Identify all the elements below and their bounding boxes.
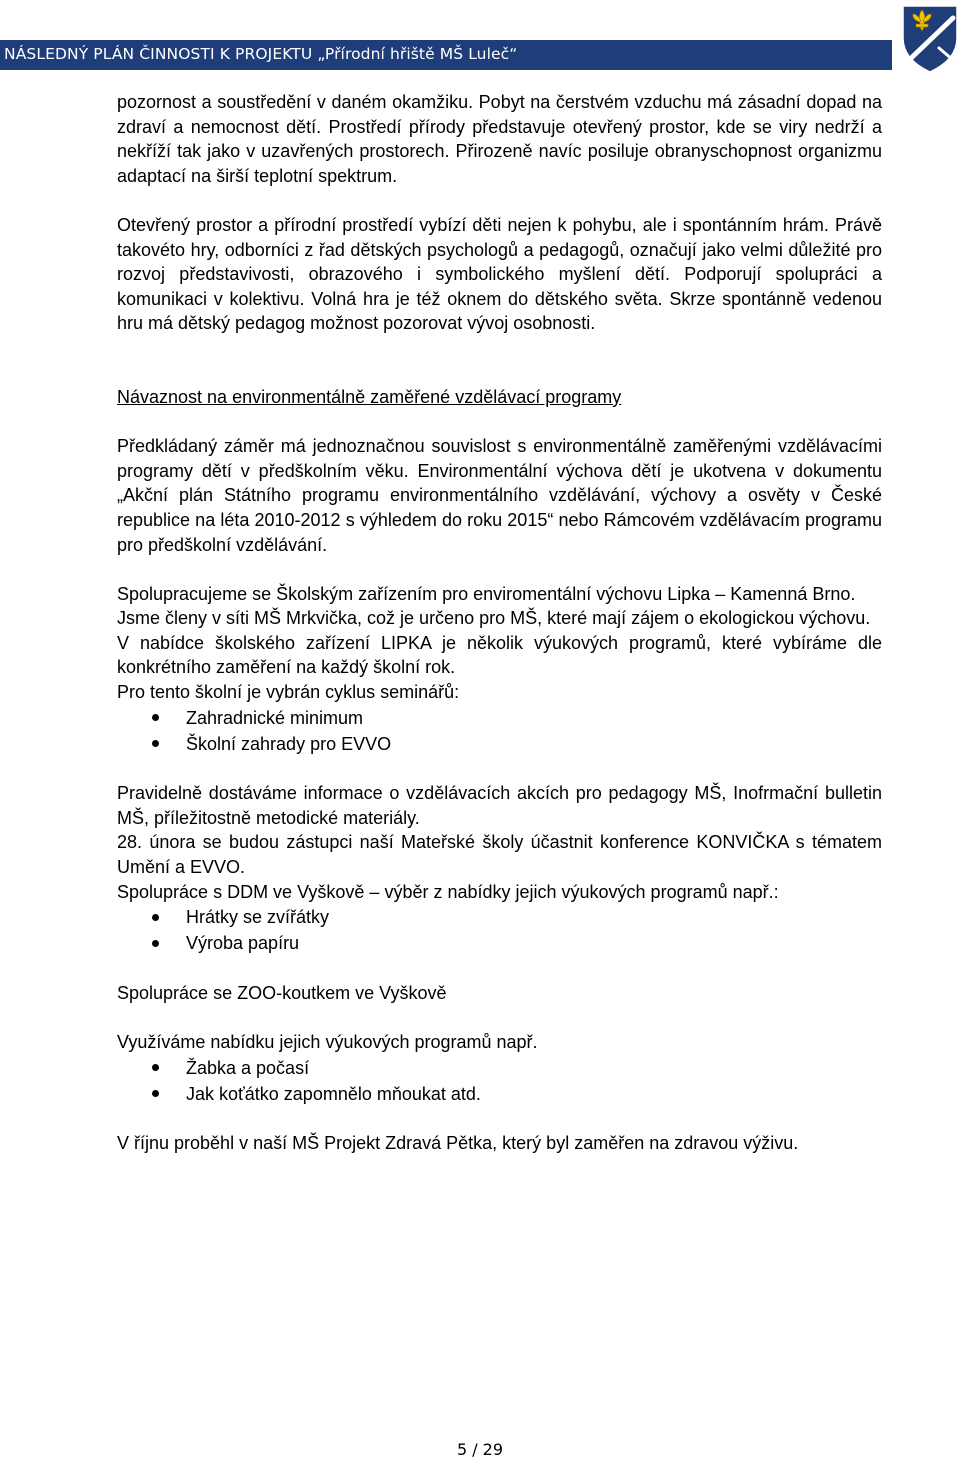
paragraph-open-space-play: Otevřený prostor a přírodní prostředí vybízí děti nejen k pohybu, ale i spontánním hrám. Právě takovéto hry, odborníci z řad dětských psychologů a pedagogů, označují jako velmi důležité pro rozvoj představivosti, obrazového i symbolického myšlení dětí. Podporují spolupráci a komunikaci v kolektivu. Volná hra je též oknem do dětského světa. Skrze spontánně vedenou hru má dětský pedagog možnost pozorovat vývoj osobnosti. xyxy=(117,214,882,334)
page-number: 5 / 29 xyxy=(456,1440,504,1459)
list-item: Výroba papíru xyxy=(117,930,882,956)
paragraph-outdoor-health: pozornost a soustředění v daném okamžiku. Pobyt na čerstvém vzduchu má zásadní dopad na zdraví a nemocnost dětí. Prostředí přírody představuje otevřený prostor, kde se viry nedrží a nekříží tak jako v uzavřených prostorech. Přirozeně navíc posiluje obranyschopnost organizmu adaptací na širší teplotní spektrum. xyxy=(117,92,882,186)
paragraph-konvicka-conference: 28. února se budou zástupci naší Mateřské školy účastnit konference KONVIČKA s tématem Umění a EVVO. xyxy=(117,832,882,878)
document-body xyxy=(117,90,882,1156)
paragraph-ddm-cooperation: Spolupráce s DDM ve Vyškově – výběr z nabídky jejich výukových programů např.: xyxy=(117,881,779,902)
list-item: Jak koťátko zapomnělo mňoukat atd. xyxy=(117,1081,882,1107)
list-item: Školní zahrady pro EVVO xyxy=(117,731,882,757)
document-header-title: NÁSLEDNÝ PLÁN ČINNOSTI K PROJEKTU „Přírodní hřiště MŠ Luleč“ xyxy=(4,45,518,63)
paragraph-lipka-offer: V nabídce školského zařízení LIPKA je několik výukových programů, které vybíráme dle konkrétního zaměření na každý školní rok. xyxy=(117,632,882,678)
paragraph-regular-info: Pravidelně dostáváme informace o vzdělávacích akcích pro pedagogy MŠ, Inofrmační bulletin MŠ, příležitostně metodické materiály. xyxy=(117,783,882,828)
list-item: Žabka a počasí xyxy=(117,1055,882,1081)
seminar-list xyxy=(117,705,882,757)
coat-of-arms-icon xyxy=(899,2,960,74)
paragraph-zoo-programs-intro: Využíváme nabídku jejich výukových programů např. xyxy=(117,1032,538,1052)
section-heading: Návaznost na environmentálně zaměřené vzdělávací programy xyxy=(117,386,622,407)
paragraph-zoo-cooperation: Spolupráce se ZOO-koutkem ve Vyškově xyxy=(117,982,447,1003)
ddm-program-list xyxy=(117,904,882,956)
paragraph-mrkvicka-network: Jsme členy v síti MŠ Mrkvička, což je určeno pro MŠ, které mají zájem o ekologickou výchovu. xyxy=(117,608,871,629)
paragraph-zdrava-petka: V říjnu proběhl v naší MŠ Projekt Zdravá Pětka, který byl zaměřen na zdravou výživu. xyxy=(117,1133,799,1154)
paragraph-seminar-intro: Pro tento školní je vybrán cyklus seminářů: xyxy=(117,682,460,703)
paragraph-env-programs: Předkládaný záměr má jednoznačnou souvislost s environmentálně zaměřenými vzdělávacími programy dětí v předškolním věku. Environmentální výchova dětí je ukotvena v dokumentu „Akční plán Státního programu environmentálního vzdělávání, výchovy a osvěty v České republice na léta 2010-2012 s výhledem do roku 2015“ nebo Rámcovém vzdělávacím programu pro předškolní vzdělávání. xyxy=(117,436,882,555)
list-item: Hrátky se zvířátky xyxy=(117,904,882,930)
list-item: Zahradnické minimum xyxy=(117,705,882,731)
paragraph-lipka-cooperation: Spolupracujeme se Školským zařízením pro enviromentální výchovu Lipka – Kamenná Brno. xyxy=(117,583,856,604)
header-bar xyxy=(0,40,892,70)
zoo-program-list xyxy=(117,1055,882,1107)
